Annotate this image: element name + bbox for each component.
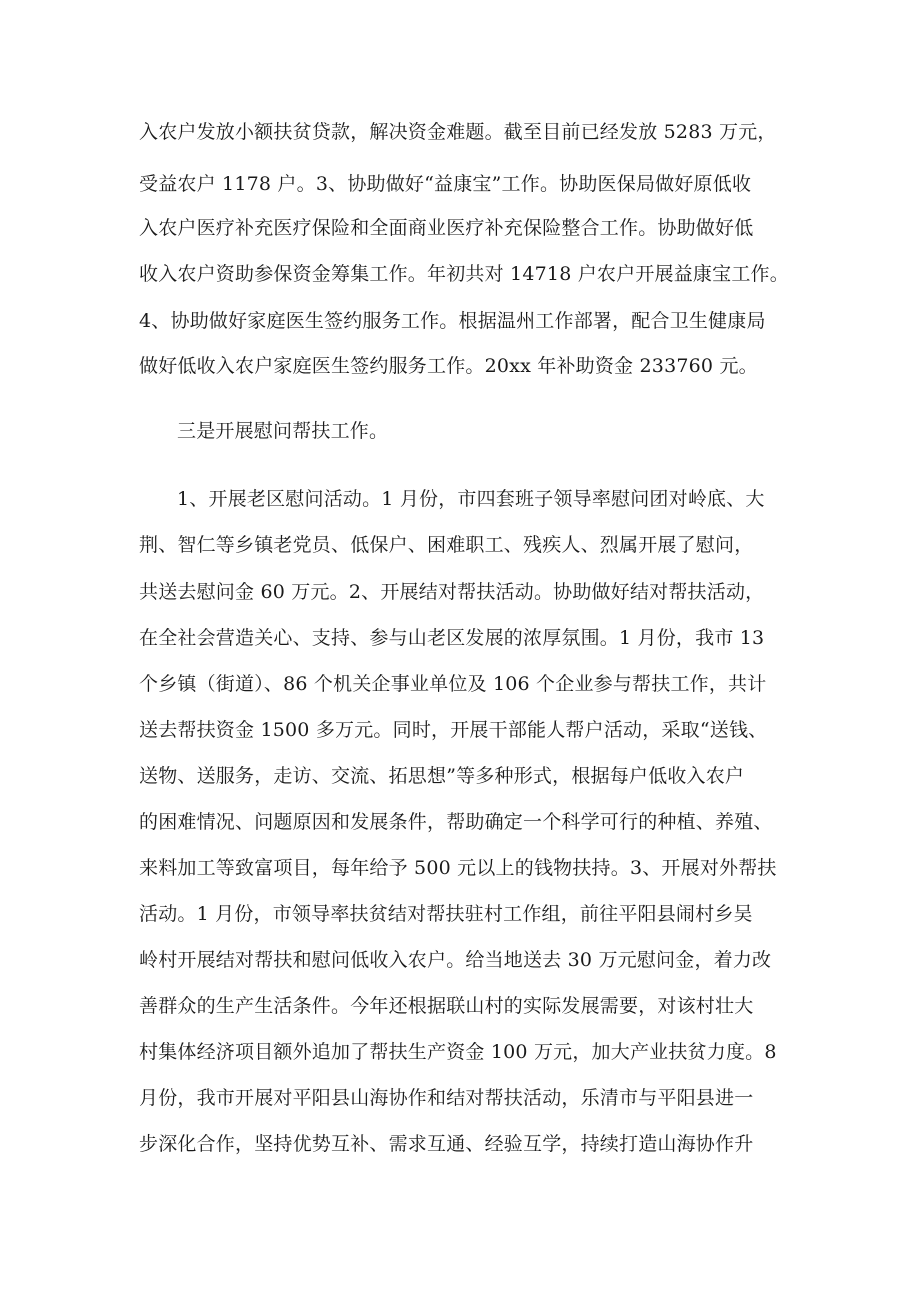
text-line: 入农户发放小额扶贫贷款，解决资金难题。截至目前已经发放 5283 万元，	[139, 121, 777, 143]
text-line: 受益农户 1178 户。3、协助做好“益康宝”工作。协助医保局做好原低收	[139, 173, 752, 195]
text-line: 做好低收入农户家庭医生签约服务工作。20xx 年补助资金 233760 元。	[139, 355, 758, 377]
text-line: 送物、送服务，走访、交流、拓思想”等多种形式，根据每户低收入农户	[139, 765, 745, 787]
text-line: 4、协助做好家庭医生签约服务工作。根据温州工作部署，配合卫生健康局	[139, 310, 766, 332]
text-line: 1、开展老区慰问活动。1 月份，市四套班子领导率慰问团对岭底、大	[177, 488, 765, 510]
text-line: 善群众的生产生活条件。今年还根据联山村的实际发展需要，对该村壮大	[139, 995, 754, 1017]
text-line: 入农户医疗补充医疗保险和全面商业医疗补充保险整合工作。协助做好低	[139, 217, 754, 239]
text-line: 荆、智仁等乡镇老党员、低保户、困难职工、残疾人、烈属开展了慰问，	[139, 534, 754, 556]
text-line: 的困难情况、问题原因和发展条件，帮助确定一个科学可行的种植、养殖、	[139, 811, 773, 833]
text-line: 岭村开展结对帮扶和慰问低收入农户。给当地送去 30 万元慰问金，着力改	[139, 949, 772, 971]
section-heading: 三是开展慰问帮扶工作。	[177, 420, 389, 442]
text-line: 在全社会营造关心、支持、参与山老区发展的浓厚氛围。1 月份，我市 13	[139, 627, 765, 649]
text-line: 月份，我市开展对平阳县山海协作和结对帮扶活动，乐清市与平阳县进一	[139, 1087, 754, 1109]
text-line: 来料加工等致富项目，每年给予 500 元以上的钱物扶持。3、开展对外帮扶	[139, 857, 777, 879]
text-line: 共送去慰问金 60 万元。2、开展结对帮扶活动。协助做好结对帮扶活动，	[139, 581, 765, 603]
text-line: 活动。1 月份，市领导率扶贫结对帮扶驻村工作组，前往平阳县闹村乡吴	[139, 903, 753, 925]
text-line: 步深化合作，坚持优势互补、需求互通、经验互学，持续打造山海协作升	[139, 1133, 754, 1155]
text-line: 村集体经济项目额外追加了帮扶生产资金 100 万元，加大产业扶贫力度。8	[139, 1041, 777, 1063]
text-line: 送去帮扶资金 1500 多万元。同时，开展干部能人帮户活动，采取“送钱、	[139, 719, 768, 741]
text-line: 收入农户资助参保资金筹集工作。年初共对 14718 户农户开展益康宝工作。	[139, 263, 789, 285]
text-line: 个乡镇（街道）、86 个机关企事业单位及 106 个企业参与帮扶工作，共计	[139, 673, 767, 695]
